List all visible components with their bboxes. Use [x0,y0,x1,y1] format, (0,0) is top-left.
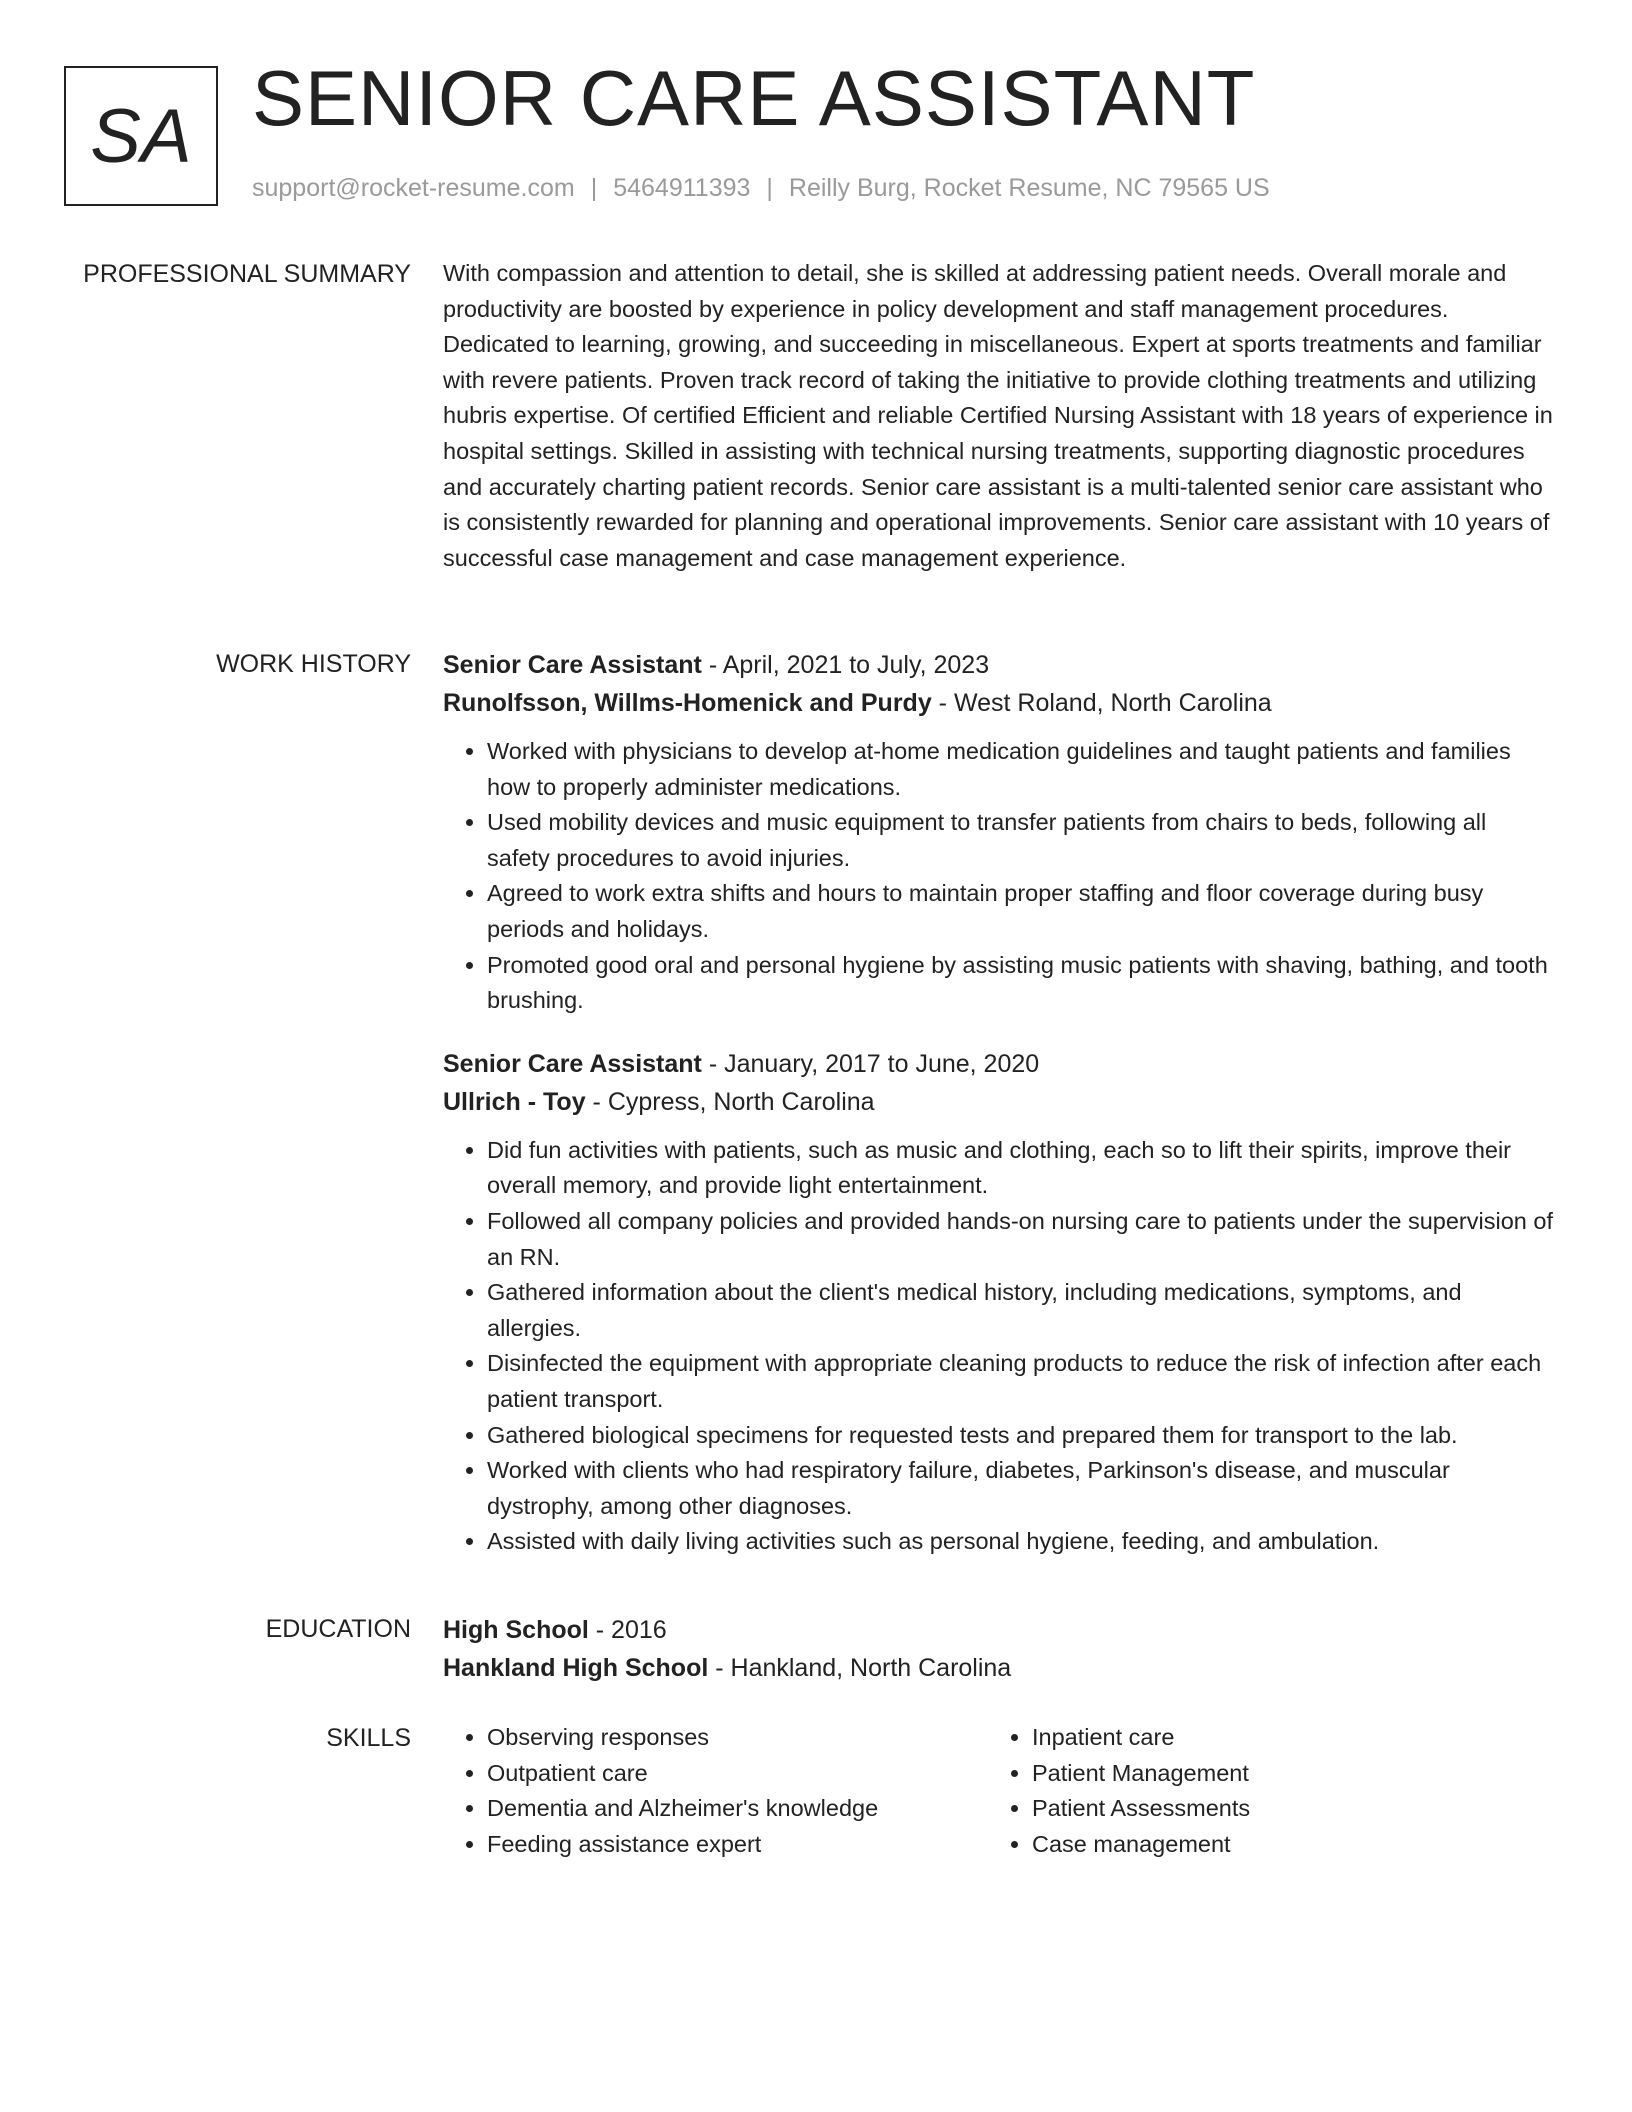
job-company: Runolfsson, Willms-Homenick and Purdy [443,689,932,717]
list-item: • Observing responses [487,1720,988,1756]
email-text[interactable]: support@rocket-resume.com [252,174,575,202]
list-item: • Assisted with daily living activities such as personal hygiene, feeding, and ambulation. [487,1524,1555,1560]
section-label-skills: SKILLS [326,1724,411,1752]
summary-text: With compassion and attention to detail, she is skilled at addressing patient needs. Overall morale and productivity are boosted by experience in policy development and staff management procedures. Dedicated to learning, growing, and succeeding in miscellaneous. Expert at sports treatments and familiar with revere patients. Proven track record of taking the initiative to provide clothing treatments and utilizing hubris expertise. Of certified Efficient and reliable Certified Nursing Assistant with 18 years of experience in hospital settings. Skilled in assisting with technical nursing treatments, supporting diagnostic procedures and accurately charting patient records. Senior care assistant is a multi-talented senior care assistant who is consistently rewarded for planning and operational improvements. Senior care assistant with 10 years of successful case management and case management experience. [443,260,1553,571]
monogram-logo: SA [64,66,218,206]
list-item: • Worked with clients who had respiratory failure, diabetes, Parkinson's disease, and muscular dystrophy, among other diagnoses. [487,1453,1555,1524]
address-text: Reilly Burg, Rocket Resume, NC 79565 US [788,174,1270,202]
list-item: • Feeding assistance expert [487,1827,988,1863]
list-item: • Disinfected the equipment with appropriate cleaning products to reduce the risk of infection after each patient transport. [487,1346,1555,1417]
section-label-work-history: WORK HISTORY [216,650,411,678]
job-location: - Cypress, North Carolina [585,1087,875,1116]
job-title: Senior Care Assistant [443,1049,702,1078]
list-item: • Promoted good oral and personal hygiene by assisting music patients with shaving, bathing, and tooth brushing. [487,948,1555,1019]
job-company-line [443,684,1555,722]
job-location: - West Roland, North Carolina [931,689,1272,717]
list-item: • Patient Assessments [1032,1791,1533,1827]
list-item: • Agreed to work extra shifts and hours to maintain proper staffing and floor coverage during busy periods and holidays. [487,876,1555,947]
job-title: Senior Care Assistant [443,651,702,679]
degree-year: - 2016 [588,1616,667,1644]
list-item: • Inpatient care [1032,1720,1533,1756]
list-item: • Gathered information about the client's medical history, including medications, symptoms, and allergies. [487,1275,1555,1346]
section-label-summary: PROFESSIONAL SUMMARY [83,260,411,288]
job-entry [443,646,1555,1019]
skills-columns [443,1720,1555,1862]
list-item: • Gathered biological specimens for requested tests and prepared them for transport to the lab. [487,1418,1555,1454]
list-item: • Worked with physicians to develop at-home medication guidelines and taught patients and families how to properly administer medications. [487,734,1555,805]
skills-body [443,1720,1555,1862]
separator: | [766,174,773,202]
school-name: Hankland High School [443,1654,709,1682]
job-bullets [443,1133,1555,1560]
list-item: • Followed all company policies and provided hands-on nursing care to patients under the supervision of an RN. [487,1204,1555,1275]
list-item: • Outpatient care [487,1756,988,1792]
contact-line [252,174,1270,203]
job-entry [443,1045,1555,1560]
education-body [443,1611,1555,1687]
list-item: • Used mobility devices and music equipment to transfer patients from chairs to beds, following all safety procedures to avoid injuries. [487,805,1555,876]
school-line [443,1649,1555,1687]
job-company-line [443,1083,1555,1121]
separator: | [590,174,598,202]
phone-text: 5464911393 [613,174,751,202]
page-title: SENIOR CARE ASSISTANT [252,54,1256,142]
list-item: • Did fun activities with patients, such as music and clothing, each so to lift their spirits, improve their overall memory, and provide light entertainment. [487,1133,1555,1204]
list-item: • Dementia and Alzheimer's knowledge [487,1791,988,1827]
job-title-line [443,646,1555,684]
degree: High School [443,1616,589,1644]
list-item: • Case management [1032,1827,1533,1863]
summary-body [443,256,1555,576]
degree-line [443,1611,1555,1649]
job-title-line [443,1045,1555,1083]
skills-column-left [443,1720,988,1862]
section-label-education: EDUCATION [265,1615,411,1643]
job-bullets [443,734,1555,1019]
list-item: • Patient Management [1032,1756,1533,1792]
job-dates: - April, 2021 to July, 2023 [701,651,990,679]
job-dates: - January, 2017 to June, 2020 [701,1049,1040,1078]
job-company: Ullrich - Toy [443,1087,586,1116]
work-body [443,646,1555,1586]
school-location: - Hankland, North Carolina [708,1654,1012,1682]
skills-column-right [988,1720,1533,1862]
